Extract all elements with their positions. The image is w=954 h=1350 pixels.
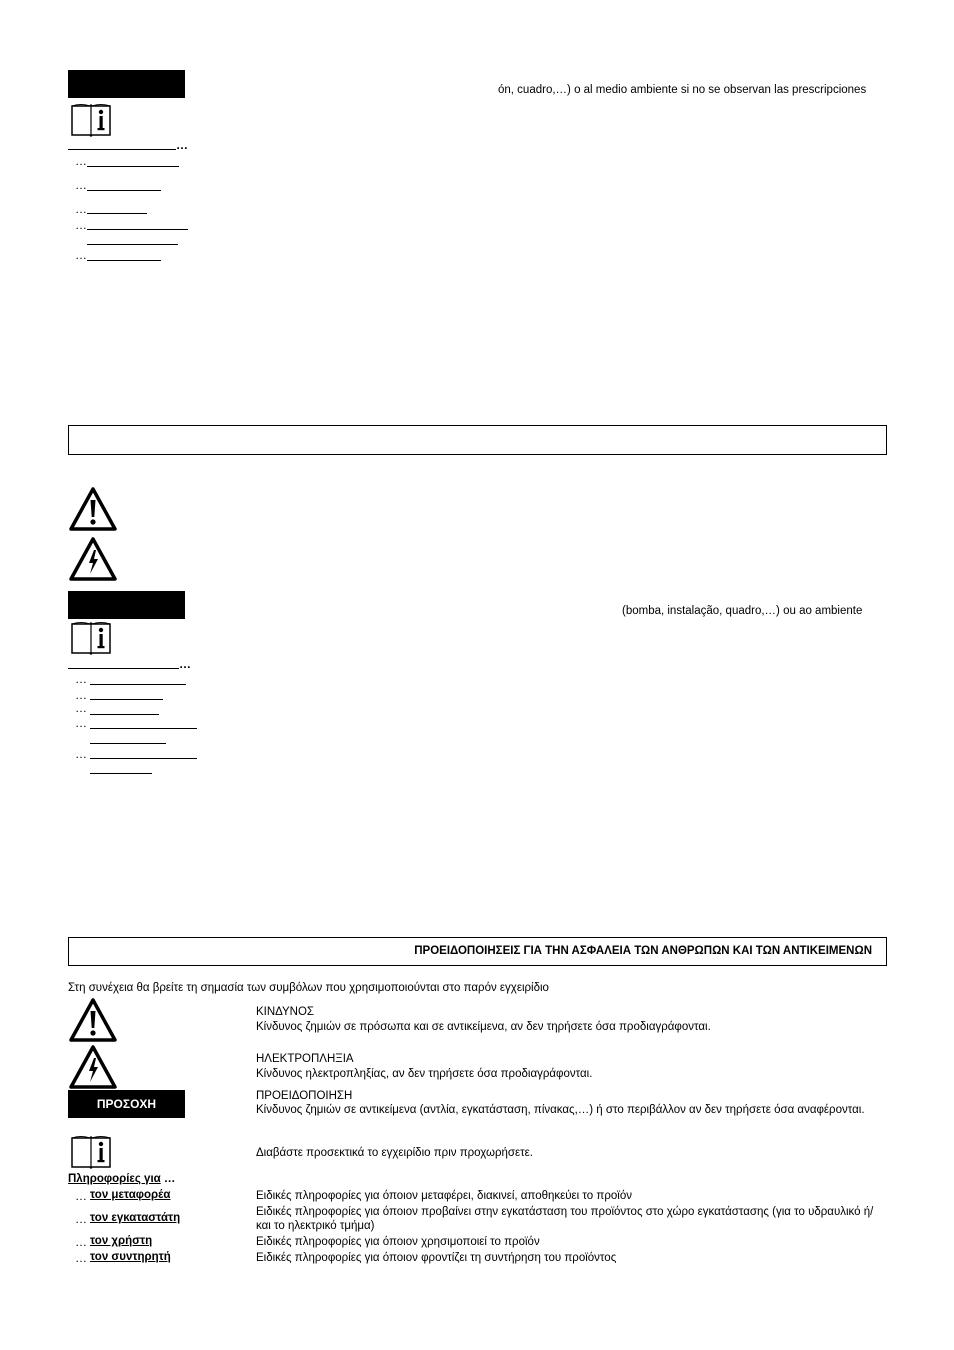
pt-caution-label-box	[68, 591, 185, 619]
es-item-dots: …	[75, 248, 87, 262]
pt-item-link-line[interactable]	[90, 699, 163, 700]
es-item-link-line[interactable]	[87, 244, 178, 245]
el-shock-title: ΗΛΕΚΤΡΟΠΛΗΞΙΑ	[256, 1053, 354, 1065]
el-item-desc: Ειδικές πληροφορίες για όποιον χρησιμοποιεί το προϊόν	[256, 1236, 540, 1248]
el-info-heading-label: Πληροφορίες για	[68, 1173, 161, 1185]
es-item-dots: …	[75, 218, 87, 232]
el-read-desc: Διαβάστε προσεκτικά το εγχειρίδιο πριν προχωρήσετε.	[256, 1147, 533, 1159]
es-item-link-line[interactable]	[87, 190, 161, 191]
el-item-desc: Ειδικές πληροφορίες για όποιον φροντίζει τη συντήρηση του προϊόντος	[256, 1252, 617, 1264]
es-item-dots: …	[75, 178, 87, 192]
el-item-dots: …	[75, 1235, 87, 1249]
es-book-info-icon	[69, 102, 113, 138]
el-item-dots: …	[75, 1189, 87, 1203]
pt-item-dots: …	[75, 716, 87, 730]
el-book-info-icon	[69, 1134, 113, 1170]
el-electric-shock-icon	[68, 1044, 118, 1090]
el-info-heading	[68, 1173, 175, 1185]
pt-danger-warning-icon	[68, 486, 118, 532]
pt-item-link-line[interactable]	[90, 773, 152, 774]
pt-section-title-box	[68, 425, 887, 455]
pt-item-link-line[interactable]	[90, 728, 197, 729]
el-info-heading-suffix: …	[163, 1173, 176, 1185]
pt-item-link-line[interactable]	[90, 684, 186, 685]
pt-item-link-line[interactable]	[90, 758, 197, 759]
el-caution-title: ΠΡΟΕΙΔΟΠΟΙΗΣΗ	[256, 1090, 353, 1102]
pt-item-dots: …	[75, 672, 87, 686]
pt-info-heading-suffix: …	[179, 657, 191, 671]
es-item-link-line[interactable]	[87, 213, 147, 214]
es-caution-label-box	[68, 70, 185, 98]
pt-info-heading-line	[68, 668, 179, 669]
el-section-title: ΠΡΟΕΙΔΟΠΟΙΗΣΕΙΣ ΓΙΑ ΤΗΝ ΑΣΦΑΛΕΙΑ ΤΩΝ ΑΝΘΡΩΠΩΝ ΚΑΙ ΤΩΝ ΑΝΤΙΚΕΙΜΕΝΩΝ	[414, 945, 872, 957]
el-shock-desc: Κίνδυνος ηλεκτροπληξίας, αν δεν τηρήσετε όσα προδιαγράφονται.	[256, 1068, 593, 1080]
pt-item-link-line[interactable]	[90, 743, 166, 744]
el-danger-title: ΚΙΝΔΥΝΟΣ	[256, 1006, 315, 1018]
pt-item-dots: …	[75, 688, 87, 702]
el-item-dots: …	[75, 1251, 87, 1265]
pt-book-info-icon	[69, 620, 113, 656]
es-item-link-line[interactable]	[87, 229, 188, 230]
pt-electric-shock-icon	[68, 536, 118, 582]
es-caution-text: ón, cuadro,…) o al medio ambiente si no se observan las prescripciones	[498, 84, 867, 96]
pt-item-dots: …	[75, 701, 87, 715]
el-caution-label: ΠΡΟΣΟΧΗ	[68, 1090, 185, 1118]
el-section-title-box	[68, 937, 887, 966]
el-item-desc: Ειδικές πληροφορίες για όποιον προβαίνει στην εγκατάσταση του προϊόντος στο χώρο εγκατάστασης (για το υδραυλικό ή/και το ηλεκτρικό τμήμα)	[256, 1206, 874, 1232]
el-item-link-user[interactable]: τον χρήστη	[90, 1235, 153, 1247]
el-item-desc: Ειδικές πληροφορίες για όποιον μεταφέρει, διακινεί, αποθηκεύει το προϊόν	[256, 1190, 632, 1202]
el-danger-warning-icon	[68, 997, 118, 1043]
el-intro-text: Στη συνέχεια θα βρείτε τη σημασία των συμβόλων που χρησιμοποιούνται στο παρόν εγχειρίδιο	[68, 982, 549, 994]
el-item-dots: …	[75, 1212, 87, 1226]
el-danger-desc: Κίνδυνος ζημιών σε πρόσωπα και σε αντικείμενα, αν δεν τηρήσετε όσα προδιαγράφονται.	[256, 1021, 711, 1033]
el-item-link-installer[interactable]: τον εγκαταστάτη	[90, 1212, 181, 1224]
pt-item-link-line[interactable]	[90, 714, 159, 715]
el-item-link-maintainer[interactable]: τον συντηρητή	[90, 1251, 171, 1263]
es-item-dots: …	[75, 154, 87, 168]
el-item-link-transporter[interactable]: τον μεταφορέα	[90, 1189, 171, 1201]
es-item-link-line[interactable]	[87, 166, 179, 167]
es-item-link-line[interactable]	[87, 260, 161, 261]
es-info-heading-line	[68, 149, 176, 150]
el-caution-desc: Κίνδυνος ζημιών σε αντικείμενα (αντλία, εγκατάσταση, πίνακας,…) ή στο περιβάλλον αν δεν τηρήσετε όσα αναφέρονται.	[256, 1104, 865, 1116]
es-info-heading-suffix: …	[176, 138, 188, 152]
pt-item-dots: …	[75, 747, 87, 761]
pt-caution-text: (bomba, instalação, quadro,…) ou ao ambiente	[622, 605, 863, 617]
es-item-dots: …	[75, 202, 87, 216]
